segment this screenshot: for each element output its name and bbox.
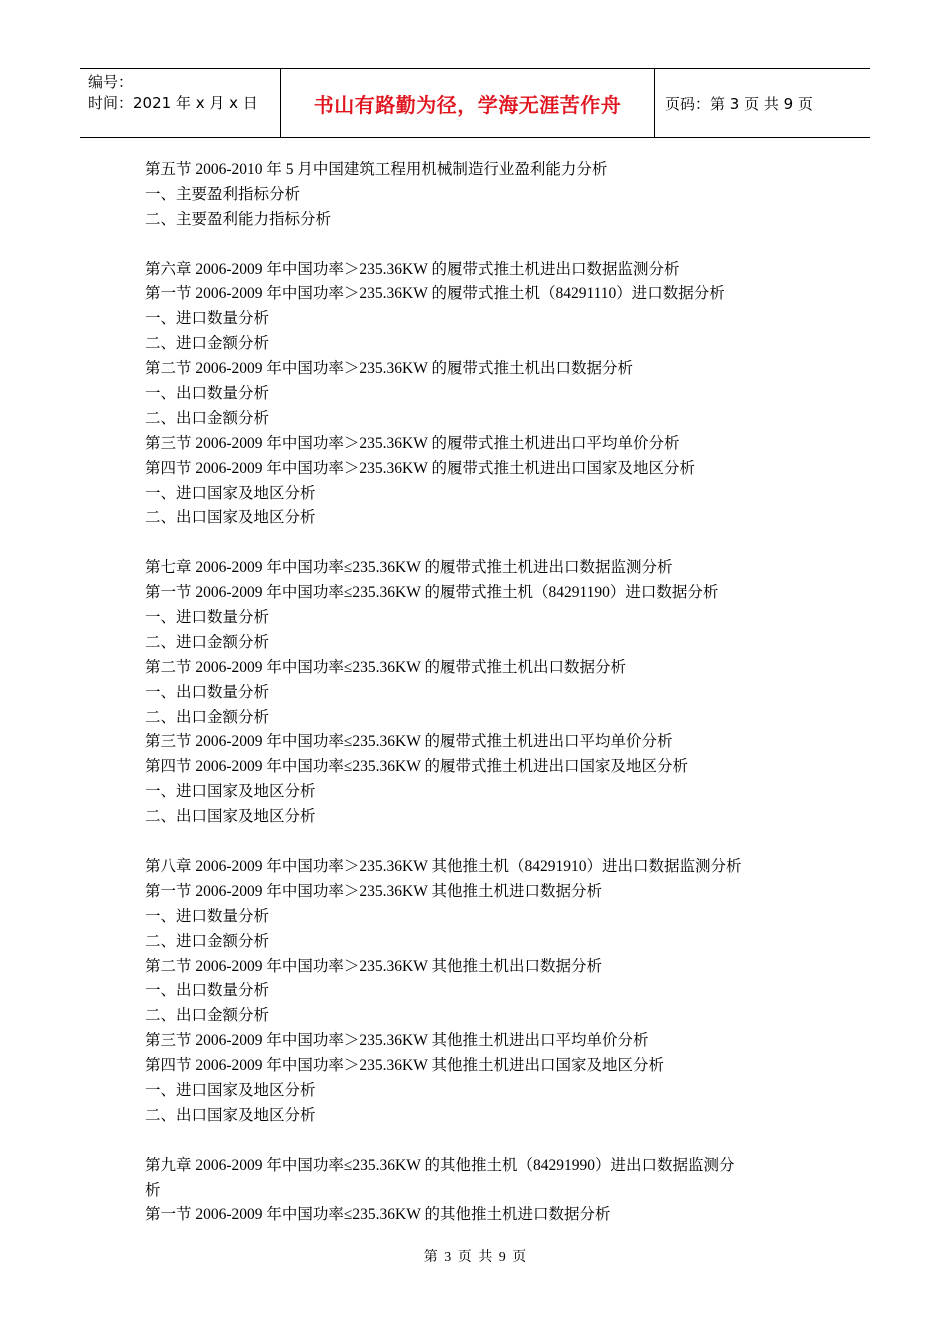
header-motto: 书山有路勤为径，学海无涯苦作舟 [313, 92, 622, 117]
toc-line: 二、出口金额分析 [145, 708, 270, 726]
toc-line: 第二节 2006-2009 年中国功率＞235.36KW 的履带式推土机出口数据分析 [145, 360, 633, 378]
header-motto-cell [281, 69, 655, 137]
toc-line: 一、进口国家及地区分析 [145, 484, 316, 502]
toc-line: 二、主要盈利能力指标分析 [145, 210, 332, 228]
toc-line: 二、出口金额分析 [145, 1007, 270, 1025]
toc-line: 二、进口金额分析 [145, 335, 270, 353]
toc-line: 第四节 2006-2009 年中国功率≤235.36KW 的履带式推土机进出口国家及地区分析 [145, 758, 688, 776]
toc-line: 一、进口数量分析 [145, 907, 270, 925]
toc-line: 一、出口数量分析 [145, 385, 270, 403]
toc-line: 一、进口国家及地区分析 [145, 1081, 316, 1099]
toc-line: 二、进口金额分析 [145, 932, 270, 950]
toc-line: 第九章 2006-2009 年中国功率≤235.36KW 的其他推土机（84291990）进出口数据监测分 [145, 1156, 735, 1174]
header-meta-cell [80, 69, 281, 137]
toc-line: 二、出口国家及地区分析 [145, 1106, 316, 1124]
toc-line: 一、进口国家及地区分析 [145, 783, 316, 801]
blank-line [145, 1129, 815, 1154]
blank-line [145, 531, 815, 556]
blank-line [145, 233, 815, 258]
header-page-cell [655, 69, 870, 137]
toc-line: 一、出口数量分析 [145, 982, 270, 1000]
toc-line: 二、进口金额分析 [145, 633, 270, 651]
toc-line: 第三节 2006-2009 年中国功率≤235.36KW 的履带式推土机进出口平均单价分析 [145, 733, 673, 751]
toc-line: 一、进口数量分析 [145, 310, 270, 328]
toc-line: 二、出口国家及地区分析 [145, 808, 316, 826]
toc-line: 一、主要盈利指标分析 [145, 185, 301, 203]
toc-line: 第一节 2006-2009 年中国功率＞235.36KW 其他推土机进口数据分析 [145, 882, 602, 900]
toc-line: 第一节 2006-2009 年中国功率＞235.36KW 的履带式推土机（84291110）进口数据分析 [145, 285, 725, 303]
blank-line [145, 830, 815, 855]
toc-line: 第八章 2006-2009 年中国功率＞235.36KW 其他推土机（84291910）进出口数据监测分析 [145, 857, 742, 875]
toc-line: 一、进口数量分析 [145, 609, 270, 627]
footer-page-number: 第 3 页 共 9 页 [423, 1250, 527, 1265]
toc-line: 二、出口金额分析 [145, 409, 270, 427]
toc-line: 第六章 2006-2009 年中国功率＞235.36KW 的履带式推土机进出口数据监测分析 [145, 260, 680, 278]
toc-line: 第四节 2006-2009 年中国功率＞235.36KW 的履带式推土机进出口国家及地区分析 [145, 459, 695, 477]
document-date: 时间：2021 年 x 月 x 日 [88, 94, 258, 112]
header-page-info: 页码：第 3 页 共 9 页 [665, 94, 813, 113]
toc-line: 析 [145, 1181, 161, 1199]
toc-line: 第一节 2006-2009 年中国功率≤235.36KW 的其他推土机进口数据分析 [145, 1206, 611, 1224]
toc-line: 第五节 2006-2010 年 5 月中国建筑工程用机械制造行业盈利能力分析 [145, 161, 608, 178]
toc-line: 第四节 2006-2009 年中国功率＞235.36KW 其他推土机进出口国家及地区分析 [145, 1057, 664, 1075]
toc-line: 二、出口国家及地区分析 [145, 509, 316, 527]
page-header [80, 68, 870, 138]
toc-line: 第二节 2006-2009 年中国功率≤235.36KW 的履带式推土机出口数据分析 [145, 658, 626, 676]
toc-line: 第一节 2006-2009 年中国功率≤235.36KW 的履带式推土机（84291190）进口数据分析 [145, 584, 719, 602]
page-footer [0, 1246, 950, 1266]
toc-line: 第三节 2006-2009 年中国功率＞235.36KW 的履带式推土机进出口平均单价分析 [145, 434, 680, 452]
toc-line: 第七章 2006-2009 年中国功率≤235.36KW 的履带式推土机进出口数据监测分析 [145, 559, 673, 577]
toc-line: 第三节 2006-2009 年中国功率＞235.36KW 其他推土机进出口平均单价分析 [145, 1032, 649, 1050]
toc-line: 一、出口数量分析 [145, 683, 270, 701]
toc-line: 第二节 2006-2009 年中国功率＞235.36KW 其他推土机出口数据分析 [145, 957, 602, 975]
table-of-contents [145, 158, 815, 1228]
document-number-label: 编号： [88, 73, 134, 91]
